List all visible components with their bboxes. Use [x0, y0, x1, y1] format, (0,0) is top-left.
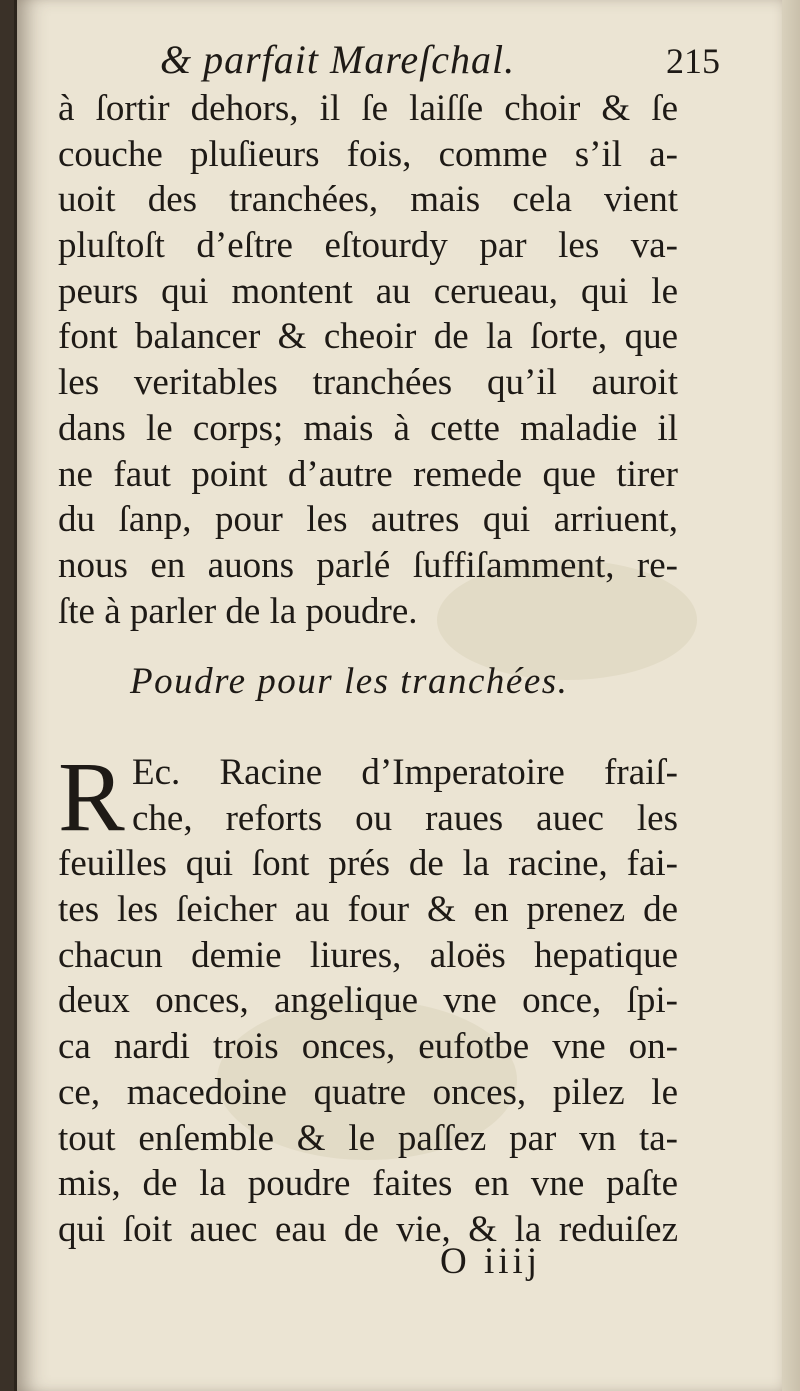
text-line: à ſortir dehors, il ſe laiſſe choir & ſe — [58, 88, 678, 129]
page-number: 215 — [666, 41, 720, 81]
text-line: mis, de la poudre faites en vne paſte — [58, 1163, 678, 1205]
text-line: font balancer & cheoir de la ſorte, que — [58, 316, 678, 358]
text-line: ne faut point d’autre remede que tirer — [58, 453, 678, 495]
text-line: nous en auons parlé ſuffiſamment, re- — [58, 544, 678, 586]
text-line: ſte à parler de la poudre. — [58, 590, 418, 632]
text-line: tes les ſeicher au four & en prenez de — [58, 889, 678, 931]
text-line: dans le corps; mais à cette maladie il — [58, 407, 678, 449]
text-line: les veritables tranchées qu’il auroit — [58, 362, 678, 404]
text-line: du ſanp, pour les autres qui arriuent, — [58, 499, 678, 541]
text-line: ce, macedoine quatre onces, pilez le — [58, 1071, 678, 1113]
text-line: chacun demie liures, aloës hepatique — [58, 934, 678, 976]
text-line: uoit des tranchées, mais cela vient — [58, 179, 678, 221]
text-line: che, reforts ou raues auec les — [132, 797, 678, 839]
section-title: Poudre pour les tranchées. — [130, 661, 569, 702]
page-edge — [782, 0, 800, 1391]
text-line: qui ſoit auec eau de vie, & la reduiſez — [58, 1208, 678, 1250]
text-line: pluſtoſt d’eſtre eſtourdy par les va- — [58, 225, 678, 267]
text-line: feuilles qui ſont prés de la racine, fai- — [58, 843, 678, 885]
paragraph-1 — [58, 86, 678, 634]
paragraph-2 — [58, 841, 678, 1252]
running-title: & parfait Mareſchal. — [160, 37, 516, 82]
catchword-signature: O iiij — [440, 1241, 542, 1282]
text-line: Ec. Racine d’Imperatoire fraiſ- — [132, 752, 678, 793]
text-line: deux onces, angelique vne once, ſpi- — [58, 980, 678, 1022]
text-line: peurs qui montent au cerueau, qui le — [58, 270, 678, 312]
text-line: ca nardi trois onces, eufotbe vne on- — [58, 1026, 678, 1068]
text-line: tout enſemble & le paſſez par vn ta- — [58, 1117, 678, 1159]
drop-cap: R — [58, 741, 125, 852]
text-line: couche pluſieurs fois, comme s’il a- — [58, 133, 678, 175]
